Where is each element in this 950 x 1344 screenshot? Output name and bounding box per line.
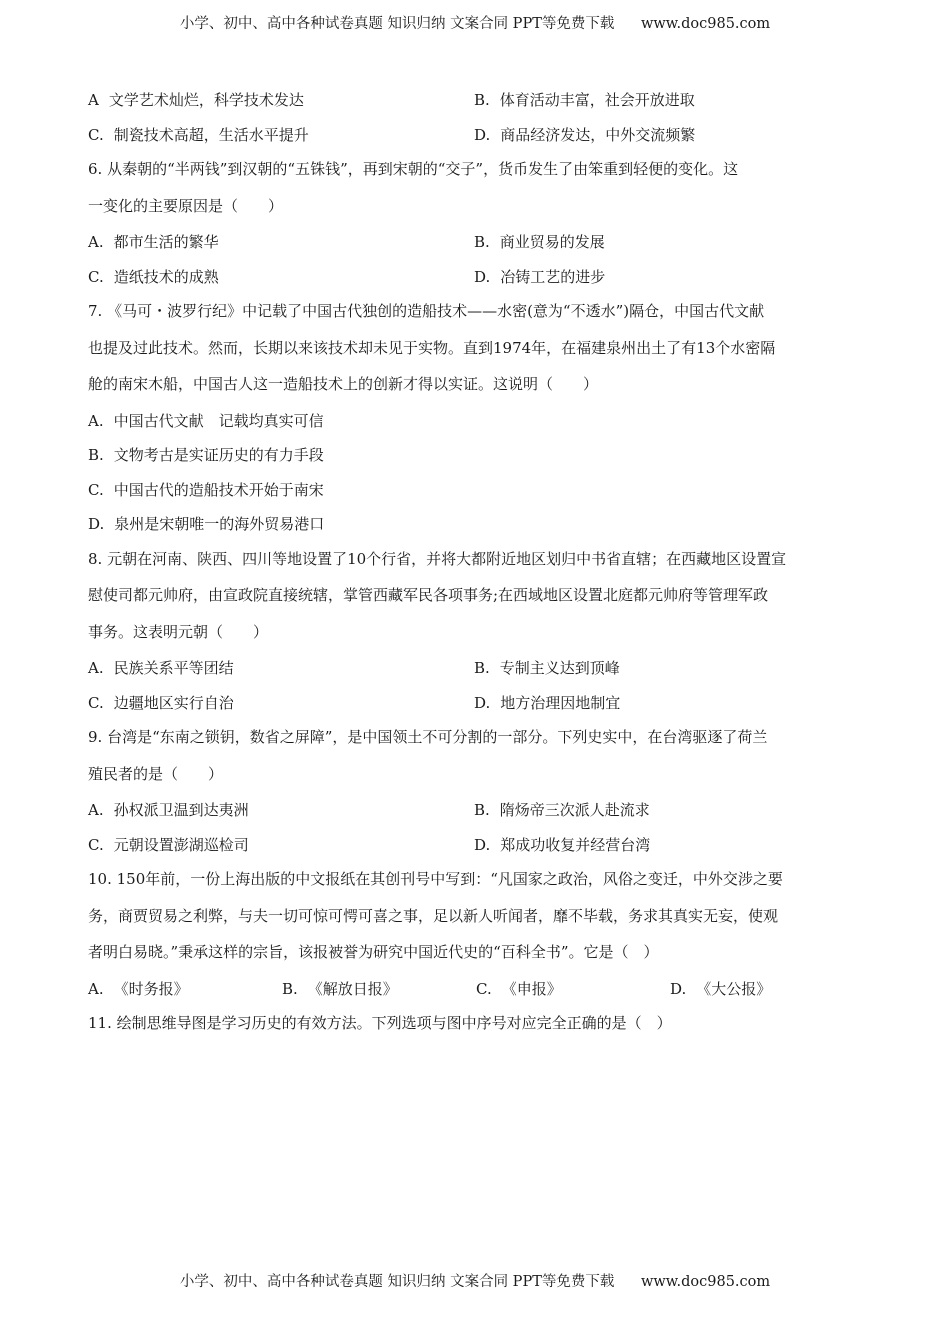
option-text: 隋炀帝三次派人赴流求 bbox=[499, 801, 650, 819]
option-text: 文学艺术灿烂，科学技术发达 bbox=[108, 91, 304, 109]
q6-options-row-2 bbox=[88, 263, 868, 298]
option-text: 地方治理因地制宜 bbox=[500, 693, 621, 712]
option-letter: B. bbox=[88, 446, 104, 464]
option-text: 制瓷技术高超，生活水平提升 bbox=[113, 125, 309, 144]
q6-option-d bbox=[474, 263, 860, 298]
q6-stem-line: 一变化的主要原因是（ ） bbox=[88, 196, 284, 215]
option-text: 商业贸易的发展 bbox=[499, 233, 605, 251]
q6-option-c bbox=[88, 263, 474, 298]
q6-option-a bbox=[88, 228, 474, 263]
option-letter: C. bbox=[88, 835, 104, 854]
option-letter: A bbox=[88, 91, 99, 109]
q10-stem-line: 务，商贾贸易之利弊，与夫一切可惊可愕可喜之事，足以新人听闻者，靡不毕载，务求其真实无妄，使观 bbox=[88, 906, 779, 925]
option-text: 体育活动丰富，社会开放进取 bbox=[499, 91, 695, 109]
option-text: 都市生活的繁华 bbox=[113, 233, 219, 251]
option-text: 商品经济发达，中外交流频繁 bbox=[500, 125, 696, 144]
option-text: 冶铸工艺的进步 bbox=[500, 267, 606, 286]
option-text: 《解放日报》 bbox=[307, 979, 398, 998]
q9-option-a bbox=[88, 796, 474, 831]
option-text: 孙权派卫温到达夷洲 bbox=[113, 801, 249, 819]
q7-option-c bbox=[88, 476, 868, 511]
q8-options-row-1 bbox=[88, 654, 868, 689]
footer-site-link[interactable]: www.doc985.com bbox=[640, 1274, 771, 1290]
option-letter: C. bbox=[88, 267, 104, 286]
option-letter: C. bbox=[88, 125, 104, 144]
q8-stem-line: 事务。这表明元朝（ ） bbox=[88, 622, 269, 641]
q10-option-c bbox=[476, 975, 670, 1010]
option-text: 中国古代的造船技术开始于南宋 bbox=[113, 480, 324, 499]
option-letter: B. bbox=[282, 979, 298, 998]
option-letter: A. bbox=[88, 411, 104, 430]
q5-options-row-2 bbox=[88, 121, 868, 156]
q10-stem-line: 者明白易晓。”秉承这样的宗旨，该报被誉为研究中国近代史的“百科全书”。它是（ ） bbox=[88, 943, 659, 961]
q7-option-d bbox=[88, 510, 868, 545]
q7-stem-line: 也提及过此技术。然而，长期以来该技术却未见于实物。直到1974年，在福建泉州出土了有13个水密隔 bbox=[88, 338, 776, 357]
option-text: 《时务报》 bbox=[113, 979, 189, 998]
option-letter: D. bbox=[670, 979, 687, 998]
q7-stem-line: 舱的南宋木船，中国古人这一造船技术上的创新才得以实证。这说明（ ） bbox=[88, 375, 599, 393]
q9-option-b bbox=[474, 796, 860, 831]
option-text: 文物考古是实证历史的有力手段 bbox=[113, 446, 324, 464]
option-letter: D. bbox=[474, 835, 491, 854]
q7-option-a bbox=[88, 407, 868, 442]
q9-option-c bbox=[88, 831, 474, 866]
q6-stem-line: 6. 从秦朝的“半两钱”到汉朝的“五铢钱”，再到宋朝的“交子”，货币发生了由笨重到轻便的变化。这 bbox=[88, 160, 739, 178]
option-letter: C. bbox=[88, 480, 104, 499]
q8-option-c bbox=[88, 689, 474, 724]
q9-stem-line: 9. 台湾是“东南之锁钥，数省之屏障”，是中国领土不可分割的一部分。下列史实中，在台湾驱逐了荷兰 bbox=[88, 728, 768, 746]
q9-option-d bbox=[474, 831, 860, 866]
option-letter: A. bbox=[88, 801, 104, 819]
q8-options-row-2 bbox=[88, 689, 868, 724]
option-letter: B. bbox=[474, 659, 490, 677]
q9-options-row-1 bbox=[88, 796, 868, 831]
q5-option-a bbox=[88, 86, 474, 121]
q10-option-b bbox=[282, 975, 476, 1010]
q6-option-b bbox=[474, 228, 860, 263]
option-letter: C. bbox=[476, 979, 492, 998]
q10-stem-line: 10. 150年前，一份上海出版的中文报纸在其创刊号中写到：“凡国家之政治，风俗之变迁，中外交涉之要 bbox=[88, 870, 783, 888]
footer-text: 小学、初中、高中各种试卷真题 知识归纳 文案合同 PPT等免费下载 bbox=[179, 1274, 615, 1290]
option-text: 造纸技术的成熟 bbox=[113, 267, 219, 286]
option-text: 郑成功收复并经营台湾 bbox=[500, 835, 651, 854]
page-footer bbox=[0, 1270, 950, 1291]
q8-stem-line: 8. 元朝在河南、陕西、四川等地设置了10个行省，并将大都附近地区划归中书省直辖；在西藏地区设置宣 bbox=[88, 549, 787, 568]
q7-option-b bbox=[88, 441, 868, 476]
q10-option-d bbox=[670, 975, 864, 1010]
header-site-link[interactable]: www.doc985.com bbox=[640, 16, 771, 32]
q11-stem-line: 11. 绘制思维导图是学习历史的有效方法。下列选项与图中序号对应完全正确的是（ ） bbox=[88, 1014, 672, 1032]
option-text: 《申报》 bbox=[501, 979, 562, 998]
option-letter: B. bbox=[474, 233, 490, 251]
option-letter: B. bbox=[474, 91, 490, 109]
option-letter: D. bbox=[474, 125, 491, 144]
option-text: 边疆地区实行自治 bbox=[113, 693, 234, 712]
q8-option-d bbox=[474, 689, 860, 724]
q8-stem-line: 慰使司都元帅府，由宣政院直接统辖，掌管西藏军民各项事务;在西域地区设置北庭都元帅府等管理军政 bbox=[88, 586, 769, 604]
option-text: 泉州是宋朝唯一的海外贸易港口 bbox=[114, 515, 325, 533]
q8-option-a bbox=[88, 654, 474, 689]
q7-stem-line: 7. 《马可・波罗行纪》中记载了中国古代独创的造船技术——水密(意为“不透水”)隔仓，中国古代文献 bbox=[88, 302, 765, 320]
q5-option-d bbox=[474, 121, 860, 156]
option-letter: C. bbox=[88, 693, 104, 712]
q8-option-b bbox=[474, 654, 860, 689]
option-letter: A. bbox=[88, 979, 104, 998]
q5-option-b bbox=[474, 86, 860, 121]
q6-options-row-1 bbox=[88, 228, 868, 263]
option-letter: D. bbox=[474, 693, 491, 712]
q5-option-c bbox=[88, 121, 474, 156]
header-text: 小学、初中、高中各种试卷真题 知识归纳 文案合同 PPT等免费下载 bbox=[179, 16, 615, 32]
option-text: 元朝设置澎湖巡检司 bbox=[113, 835, 249, 854]
option-text: 《大公报》 bbox=[696, 979, 772, 998]
option-text: 中国古代文献 记载均真实可信 bbox=[113, 411, 324, 430]
option-text: 民族关系平等团结 bbox=[113, 659, 234, 677]
exam-content bbox=[88, 86, 868, 1046]
option-letter: D. bbox=[474, 267, 491, 286]
option-letter: B. bbox=[474, 801, 490, 819]
q9-stem-line: 殖民者的是（ ） bbox=[88, 764, 224, 783]
page-header bbox=[0, 12, 950, 33]
q9-options-row-2 bbox=[88, 831, 868, 866]
q10-options-row bbox=[88, 975, 868, 1010]
q5-options-row-1 bbox=[88, 86, 868, 121]
option-text: 专制主义达到顶峰 bbox=[499, 659, 620, 677]
option-letter: D. bbox=[88, 515, 105, 533]
option-letter: A. bbox=[88, 659, 104, 677]
option-letter: A. bbox=[88, 233, 104, 251]
q10-option-a bbox=[88, 975, 282, 1010]
